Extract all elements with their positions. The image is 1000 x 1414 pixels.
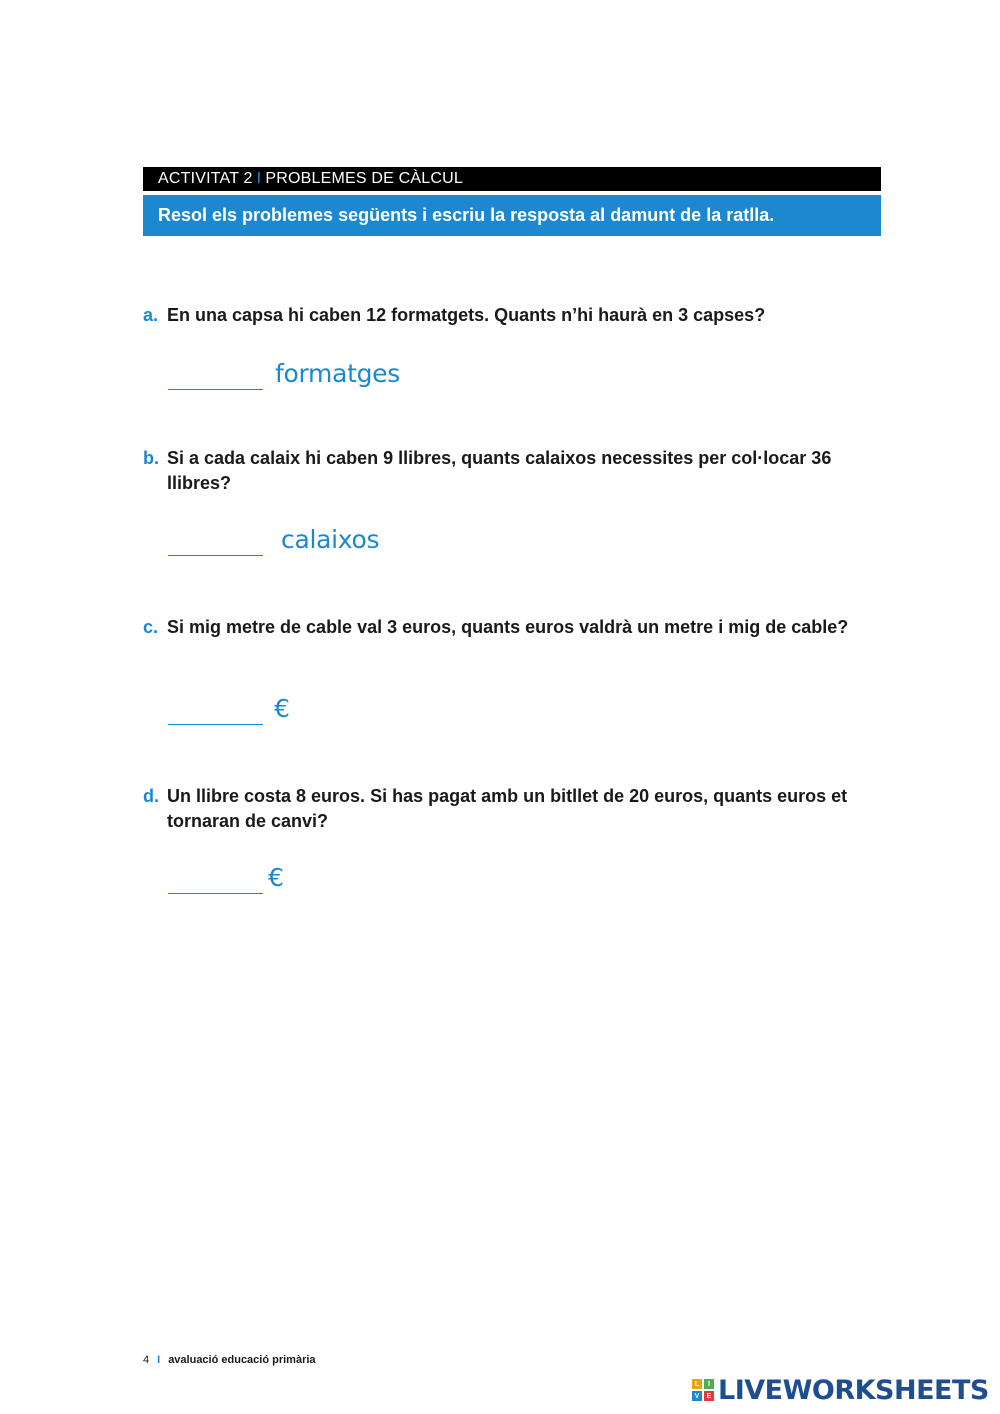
instruction-text: Resol els problemes següents i escriu la resposta al damunt de la ratlla.: [158, 205, 775, 225]
answer-input-b[interactable]: [168, 525, 263, 556]
question-a: [143, 303, 883, 328]
logo-tile: I: [704, 1379, 714, 1389]
question-letter: b.: [143, 448, 159, 468]
question-b: [143, 446, 883, 496]
answer-unit-a: formatges: [275, 359, 400, 388]
instruction-bar: [143, 195, 881, 236]
question-text: Un llibre costa 8 euros. Si has pagat amb un bitllet de 20 euros, quants euros et tornaran de canvi?: [167, 786, 848, 831]
answer-row-c: [168, 685, 308, 725]
answer-input-a[interactable]: [168, 359, 263, 390]
answer-input-d[interactable]: [168, 863, 263, 894]
answer-row-a: [168, 350, 428, 390]
question-letter: c.: [143, 617, 159, 637]
brand-name: LIVEWORKSHEETS: [718, 1374, 989, 1406]
answer-row-d: [168, 854, 308, 894]
footer-text: avaluació educació primària: [168, 1354, 316, 1366]
question-c: [143, 615, 883, 640]
answer-input-c[interactable]: [168, 694, 263, 725]
logo-tile: V: [692, 1391, 702, 1401]
question-text: En una capsa hi caben 12 formatgets. Quants n’hi haurà en 3 capses?: [167, 305, 766, 325]
answer-unit-b: calaixos: [281, 525, 380, 554]
activity-topic: PROBLEMES DE CÀLCUL: [265, 170, 463, 187]
activity-title-bar: [143, 167, 881, 191]
answer-unit-d: €: [268, 863, 284, 892]
page-number: 4: [143, 1354, 150, 1366]
answer-row-b: [168, 516, 428, 556]
logo-tile: L: [692, 1379, 702, 1389]
question-text: Si a cada calaix hi caben 9 llibres, quants calaixos necessites per col·locar 36 llibres?: [167, 448, 832, 493]
logo-tile: E: [704, 1391, 714, 1401]
footer-separator: I: [157, 1354, 161, 1366]
liveworksheets-logo: [692, 1376, 989, 1404]
logo-grid-icon: [692, 1379, 714, 1401]
question-letter: a.: [143, 305, 159, 325]
answer-unit-c: €: [274, 694, 290, 723]
question-text: Si mig metre de cable val 3 euros, quants euros valdrà un metre i mig de cable?: [167, 617, 849, 637]
activity-label: ACTIVITAT 2: [158, 170, 253, 187]
activity-separator: I: [256, 170, 262, 187]
question-letter: d.: [143, 786, 159, 806]
question-d: [143, 784, 883, 834]
page-footer: [143, 1354, 316, 1366]
